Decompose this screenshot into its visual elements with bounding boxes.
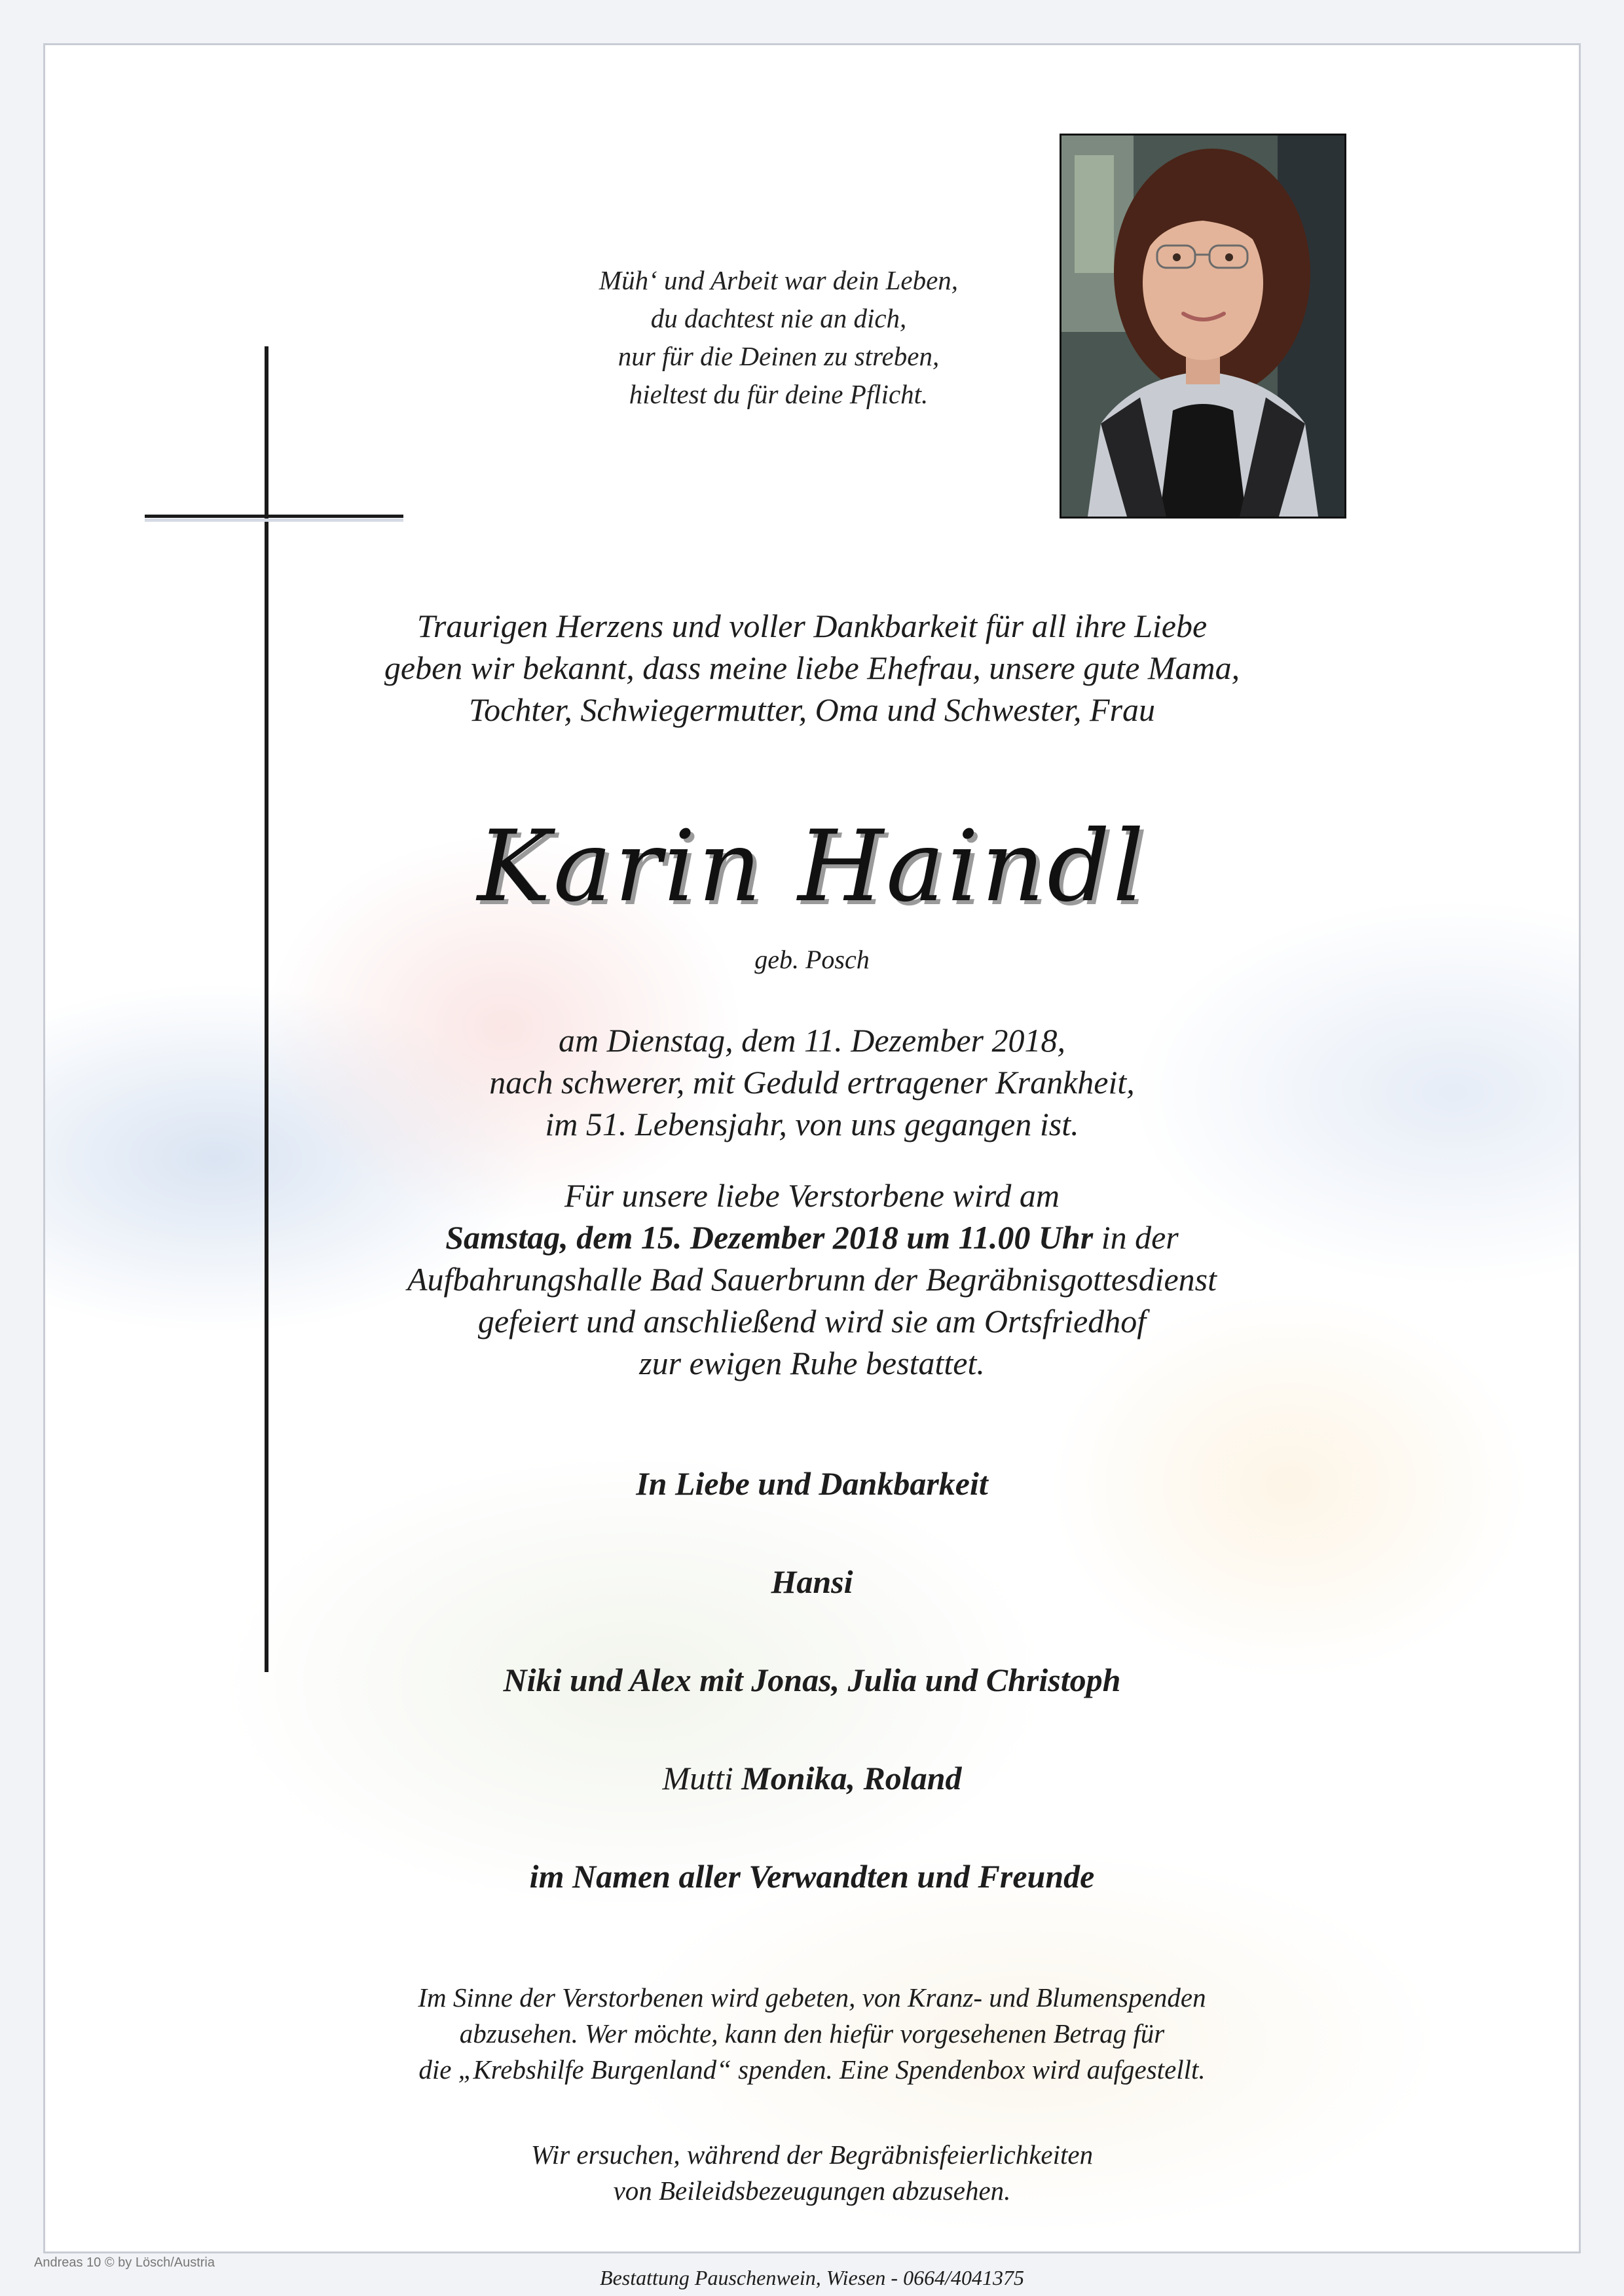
funeral-line: Für unsere liebe Verstorbene wird am — [564, 1177, 1060, 1214]
death-line: nach schwerer, mit Geduld ertragener Krankheit, — [489, 1064, 1135, 1101]
condolence-line: Wir ersuchen, während der Begräbnisfeierlichkeiten — [530, 2140, 1094, 2170]
condolence-note — [45, 2137, 1579, 2209]
funeral-line-rest: in der — [1093, 1219, 1179, 1256]
signature-mother-names: Monika, Roland — [741, 1760, 962, 1796]
flower-donation-note — [45, 1980, 1579, 2088]
deceased-name: Karin Haindl — [477, 810, 1147, 924]
maiden-name: geb. Posch — [754, 945, 870, 974]
portrait-photo — [1060, 134, 1346, 519]
death-line: am Dienstag, dem 11. Dezember 2018, — [559, 1022, 1065, 1059]
funeral-line: gefeiert und anschließend wird sie am Ortsfriedhof — [477, 1303, 1147, 1339]
funeral-details — [45, 1175, 1579, 1384]
death-details — [45, 1019, 1579, 1145]
poem-line: hieltest du für deine Pflicht. — [629, 379, 929, 409]
signature-relatives: im Namen aller Verwandten und Freunde — [529, 1858, 1095, 1895]
intro-line: Traurigen Herzens und voller Dankbarkeit für all ihre Liebe — [416, 608, 1208, 644]
template-footer: Andreas 10 © by Lösch/Austria — [34, 2255, 215, 2270]
signature-mother — [45, 1757, 1579, 1799]
signature-mother-prefix: Mutti — [662, 1760, 742, 1796]
flower-note-line: die „Krebshilfe Burgenland“ spenden. Eine Spendenbox wird aufgestellt. — [418, 2054, 1206, 2085]
funeral-line: zur ewigen Ruhe bestattet. — [639, 1345, 985, 1381]
signature-husband: Hansi — [771, 1563, 853, 1600]
funeral-line — [45, 1216, 1579, 1258]
poem — [517, 261, 1041, 413]
poem-line: du dachtest nie an dich, — [650, 303, 907, 333]
announcement-intro — [45, 605, 1579, 731]
undertaker-info: Bestattung Pauschenwein, Wiesen - 0664/4041375 — [600, 2266, 1024, 2289]
poem-line: nur für die Deinen zu streben, — [618, 341, 940, 371]
intro-line: geben wir bekannt, dass meine liebe Ehefrau, unsere gute Mama, — [384, 649, 1240, 686]
flower-note-line: Im Sinne der Verstorbenen wird gebeten, von Kranz- und Blumenspenden — [418, 1982, 1206, 2013]
signature-children: Niki und Alex mit Jonas, Julia und Christoph — [503, 1662, 1121, 1698]
signature-closing: In Liebe und Dankbarkeit — [636, 1465, 988, 1502]
intro-line: Tochter, Schwiegermutter, Oma und Schwester, Frau — [468, 691, 1156, 728]
death-line: im 51. Lebensjahr, von uns gegangen ist. — [545, 1106, 1079, 1142]
cross-icon-horizontal — [145, 515, 403, 518]
funeral-date: Samstag, dem 15. Dezember 2018 um 11.00 Uhr — [445, 1219, 1094, 1256]
poem-line: Müh‘ und Arbeit war dein Leben, — [599, 265, 959, 295]
flower-note-line: abzusehen. Wer möchte, kann den hiefür vorgesehenen Betrag für — [459, 2018, 1165, 2049]
condolence-line: von Beileidsbezeugungen abzusehen. — [613, 2176, 1011, 2206]
funeral-line: Aufbahrungshalle Bad Sauerbrunn der Begräbnisgottesdienst — [407, 1261, 1217, 1298]
portrait-image — [1061, 136, 1344, 517]
